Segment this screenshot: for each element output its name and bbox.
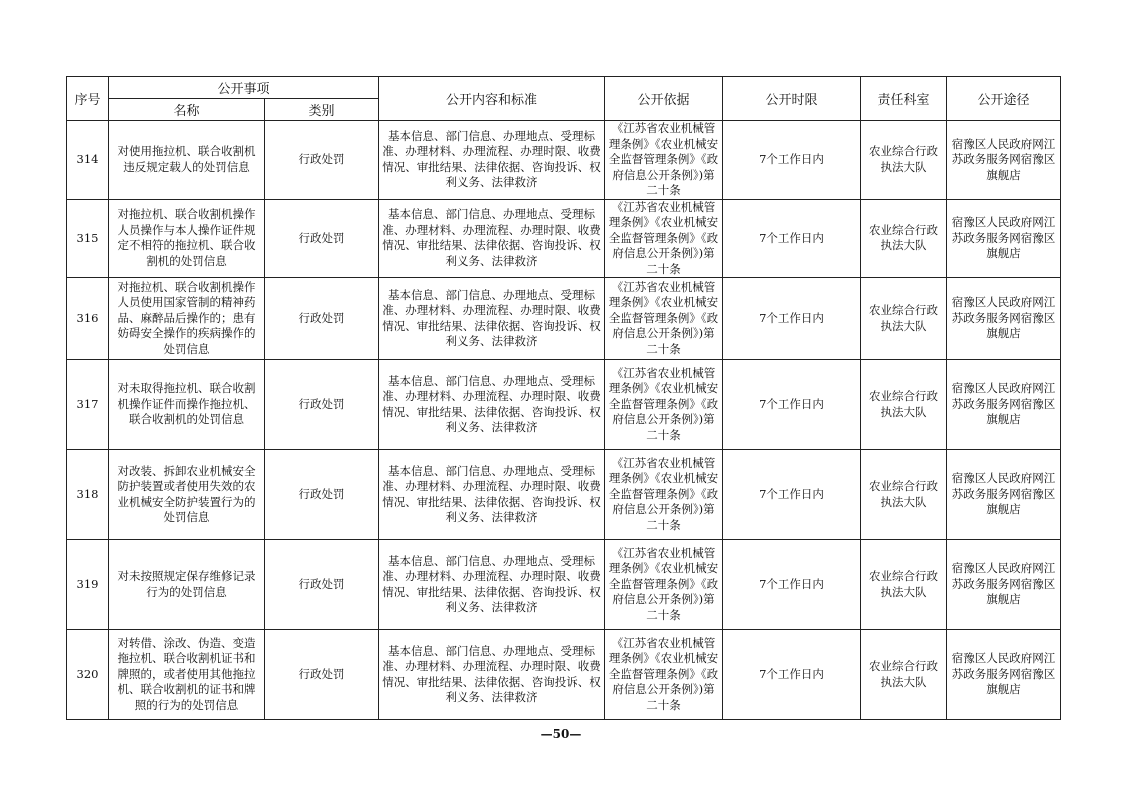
row-category: 行政处罚	[265, 121, 379, 200]
row-content: 基本信息、部门信息、办理地点、受理标准、办理材料、办理流程、办理时限、收费情况、审批结果、法律依据、咨询投诉、权利义务、法律救济	[379, 121, 605, 200]
row-category: 行政处罚	[265, 278, 379, 360]
row-dept: 农业综合行政执法大队	[861, 199, 947, 278]
row-seq: 316	[67, 278, 109, 360]
row-channel: 宿豫区人民政府网江苏政务服务网宿豫区旗舰店	[947, 199, 1061, 278]
header-time-limit: 公开时限	[723, 77, 861, 121]
row-basis: 《江苏省农业机械管理条例》《农业机械安全监督管理条例》《政府信息公开条例》)第二十条	[605, 360, 723, 450]
row-time-limit: 7个工作日内	[723, 121, 861, 200]
row-dept: 农业综合行政执法大队	[861, 630, 947, 720]
row-dept: 农业综合行政执法大队	[861, 450, 947, 540]
row-seq: 314	[67, 121, 109, 200]
row-basis: 《江苏省农业机械管理条例》《农业机械安全监督管理条例》《政府信息公开条例》)第二十条	[605, 540, 723, 630]
row-name: 对未按照规定保存维修记录行为的处罚信息	[109, 540, 265, 630]
header-channel: 公开途径	[947, 77, 1061, 121]
row-category: 行政处罚	[265, 540, 379, 630]
row-time-limit: 7个工作日内	[723, 450, 861, 540]
row-channel: 宿豫区人民政府网江苏政务服务网宿豫区旗舰店	[947, 630, 1061, 720]
table-row	[67, 450, 1061, 540]
row-seq: 317	[67, 360, 109, 450]
header-basis: 公开依据	[605, 77, 723, 121]
table-row	[67, 199, 1061, 278]
row-channel: 宿豫区人民政府网江苏政务服务网宿豫区旗舰店	[947, 360, 1061, 450]
row-time-limit: 7个工作日内	[723, 630, 861, 720]
page-number: —50—	[540, 727, 582, 741]
row-content: 基本信息、部门信息、办理地点、受理标准、办理材料、办理流程、办理时限、收费情况、审批结果、法律依据、咨询投诉、权利义务、法律救济	[379, 199, 605, 278]
row-category: 行政处罚	[265, 199, 379, 278]
row-time-limit: 7个工作日内	[723, 540, 861, 630]
table-row	[67, 540, 1061, 630]
row-name: 对转借、涂改、伪造、变造拖拉机、联合收割机证书和牌照的，或者使用其他拖拉机、联合收割机的证书和牌照的行为的处罚信息	[109, 630, 265, 720]
row-time-limit: 7个工作日内	[723, 278, 861, 360]
row-dept: 农业综合行政执法大队	[861, 540, 947, 630]
row-category: 行政处罚	[265, 360, 379, 450]
row-basis: 《江苏省农业机械管理条例》《农业机械安全监督管理条例》《政府信息公开条例》)第二十条	[605, 450, 723, 540]
header-name: 名称	[109, 99, 265, 121]
table-row	[67, 121, 1061, 200]
row-content: 基本信息、部门信息、办理地点、受理标准、办理材料、办理流程、办理时限、收费情况、审批结果、法律依据、咨询投诉、权利义务、法律救济	[379, 540, 605, 630]
row-content: 基本信息、部门信息、办理地点、受理标准、办理材料、办理流程、办理时限、收费情况、审批结果、法律依据、咨询投诉、权利义务、法律救济	[379, 450, 605, 540]
row-content: 基本信息、部门信息、办理地点、受理标准、办理材料、办理流程、办理时限、收费情况、审批结果、法律依据、咨询投诉、权利义务、法律救济	[379, 630, 605, 720]
header-group: 公开事项	[109, 77, 379, 99]
table-row	[67, 360, 1061, 450]
row-channel: 宿豫区人民政府网江苏政务服务网宿豫区旗舰店	[947, 278, 1061, 360]
row-seq: 315	[67, 199, 109, 278]
row-content: 基本信息、部门信息、办理地点、受理标准、办理材料、办理流程、办理时限、收费情况、审批结果、法律依据、咨询投诉、权利义务、法律救济	[379, 278, 605, 360]
row-basis: 《江苏省农业机械管理条例》《农业机械安全监督管理条例》《政府信息公开条例》)第二十条	[605, 630, 723, 720]
disclosure-table	[66, 76, 1061, 720]
row-basis: 《江苏省农业机械管理条例》《农业机械安全监督管理条例》《政府信息公开条例》)第二十条	[605, 278, 723, 360]
row-channel: 宿豫区人民政府网江苏政务服务网宿豫区旗舰店	[947, 121, 1061, 200]
row-time-limit: 7个工作日内	[723, 360, 861, 450]
header-seq: 序号	[67, 77, 109, 121]
row-dept: 农业综合行政执法大队	[861, 360, 947, 450]
header-category: 类别	[265, 99, 379, 121]
table-row	[67, 630, 1061, 720]
row-name: 对拖拉机、联合收割机操作人员操作与本人操作证件规定不相符的拖拉机、联合收割机的处罚信息	[109, 199, 265, 278]
row-dept: 农业综合行政执法大队	[861, 278, 947, 360]
row-name: 对使用拖拉机、联合收割机违反规定载人的处罚信息	[109, 121, 265, 200]
table-row	[67, 278, 1061, 360]
row-time-limit: 7个工作日内	[723, 199, 861, 278]
row-channel: 宿豫区人民政府网江苏政务服务网宿豫区旗舰店	[947, 540, 1061, 630]
row-seq: 320	[67, 630, 109, 720]
row-name: 对改装、拆卸农业机械安全防护装置或者使用失效的农业机械安全防护装置行为的处罚信息	[109, 450, 265, 540]
row-name: 对拖拉机、联合收割机操作人员使用国家管制的精神药品、麻醉品后操作的；患有妨碍安全操作的疾病操作的处罚信息	[109, 278, 265, 360]
row-name: 对未取得拖拉机、联合收割机操作证件而操作拖拉机、联合收割机的处罚信息	[109, 360, 265, 450]
row-content: 基本信息、部门信息、办理地点、受理标准、办理材料、办理流程、办理时限、收费情况、审批结果、法律依据、咨询投诉、权利义务、法律救济	[379, 360, 605, 450]
row-category: 行政处罚	[265, 450, 379, 540]
row-category: 行政处罚	[265, 630, 379, 720]
row-channel: 宿豫区人民政府网江苏政务服务网宿豫区旗舰店	[947, 450, 1061, 540]
row-basis: 《江苏省农业机械管理条例》《农业机械安全监督管理条例》《政府信息公开条例》)第二十条	[605, 199, 723, 278]
row-seq: 319	[67, 540, 109, 630]
row-seq: 318	[67, 450, 109, 540]
row-basis: 《江苏省农业机械管理条例》《农业机械安全监督管理条例》《政府信息公开条例》)第二十条	[605, 121, 723, 200]
row-dept: 农业综合行政执法大队	[861, 121, 947, 200]
header-dept: 责任科室	[861, 77, 947, 121]
header-content: 公开内容和标准	[379, 77, 605, 121]
